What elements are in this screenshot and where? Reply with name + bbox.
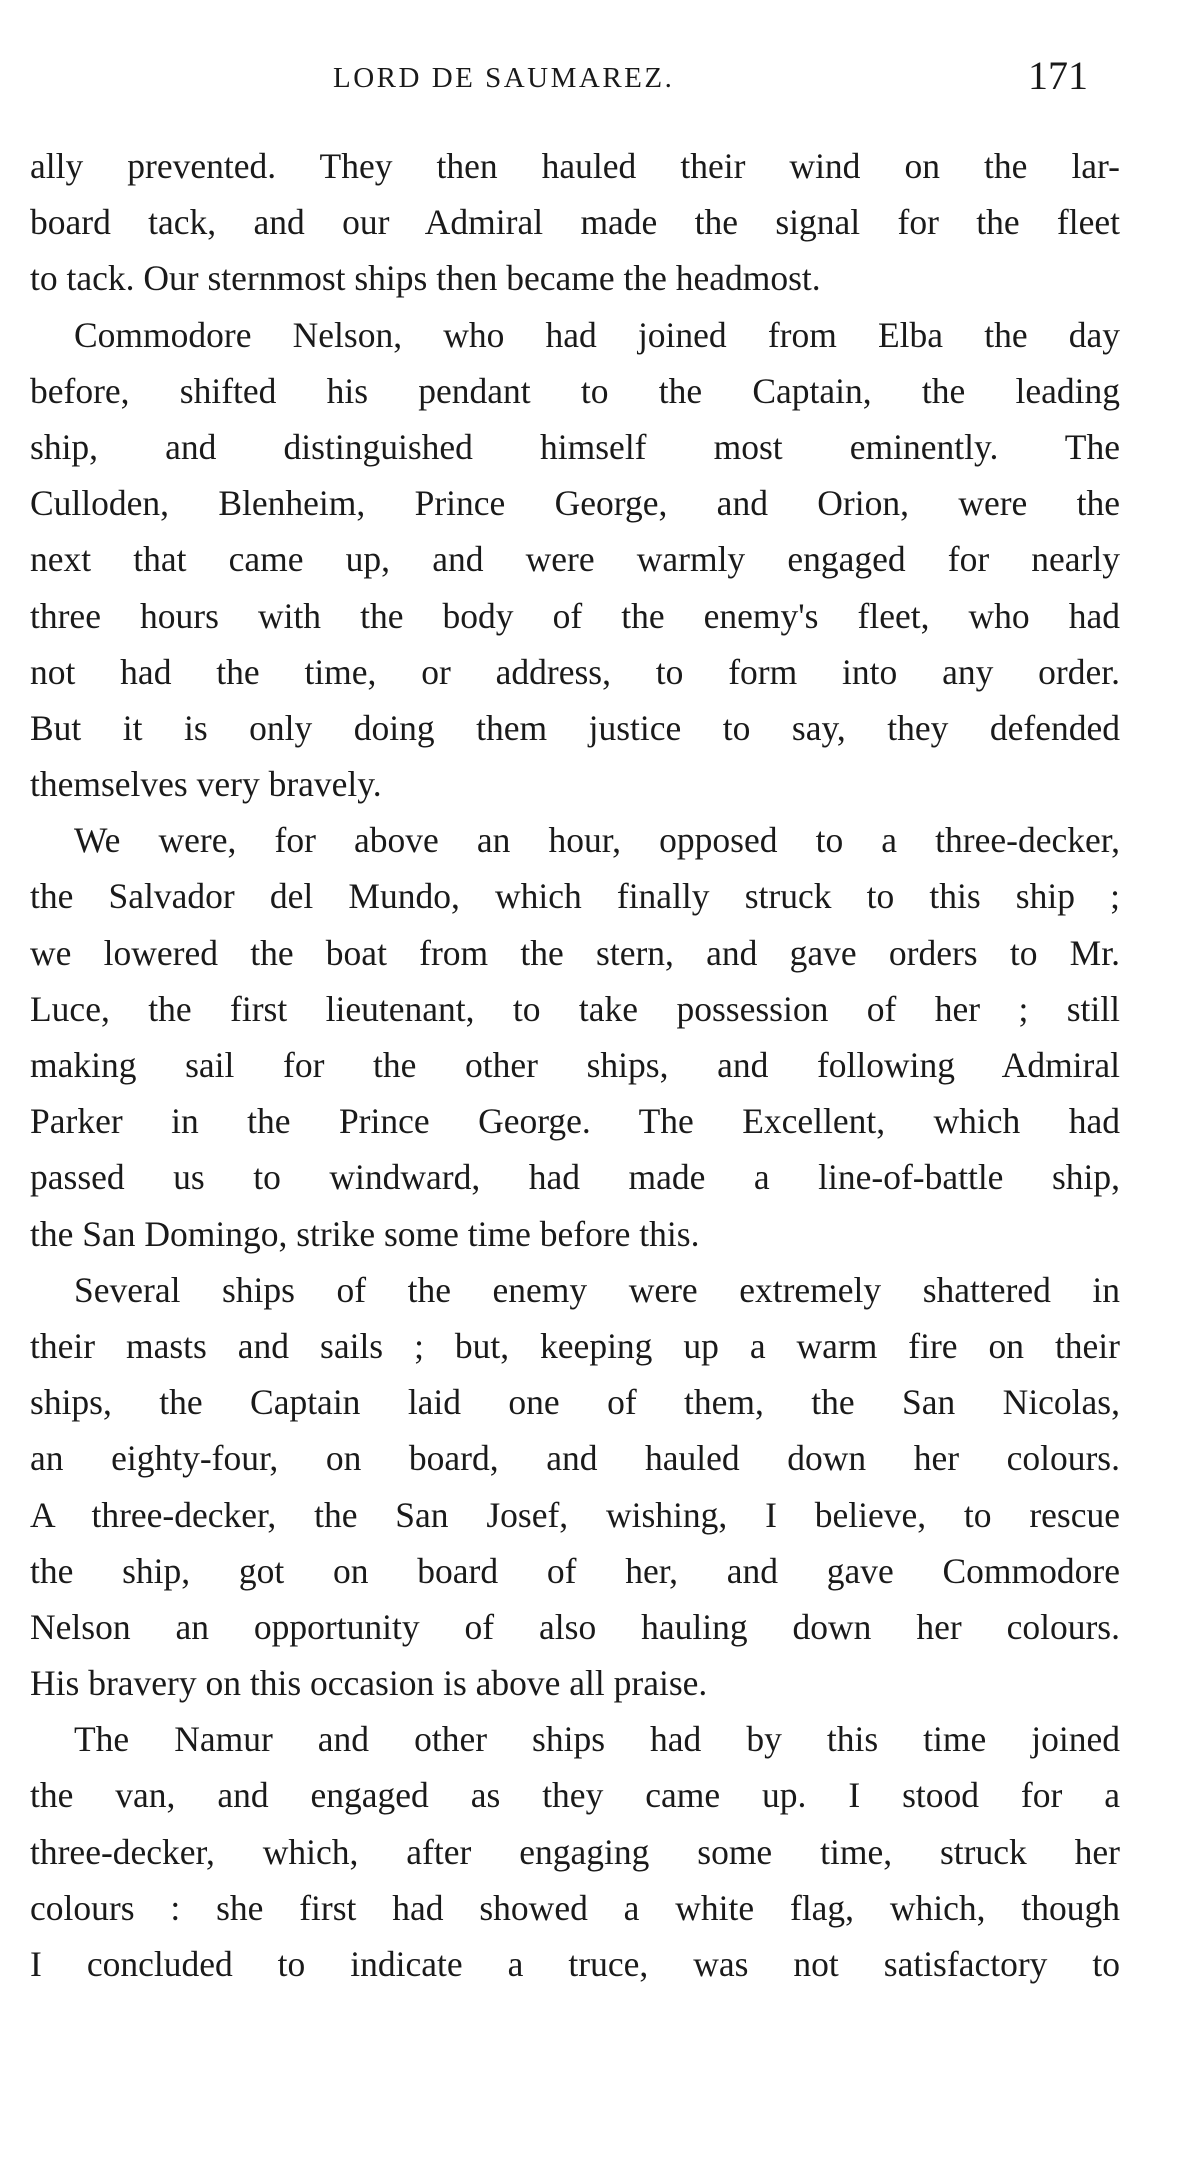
text-line: ship, and distinguished himself most eminently. The [30,426,1120,467]
text-line: We were, for above an hour, opposed to a three-decker, [74,820,1120,861]
running-head [0,52,1204,108]
text-line: passed us to windward, had made a line-of-battle ship, [30,1157,1120,1198]
text-line: an eighty-four, on board, and hauled down her colours. [30,1438,1120,1479]
text-line: before, shifted his pendant to the Captain, the leading [30,370,1120,411]
text-line: three hours with the body of the enemy's fleet, who had [30,595,1120,636]
text-line: His bravery on this occasion is above all praise. [30,1663,708,1704]
text-line: ships, the Captain laid one of them, the San Nicolas, [30,1382,1120,1423]
paragraph-4 [30,1262,1120,1712]
text-line: three-decker, which, after engaging some time, struck her [30,1831,1120,1872]
text-line: The Namur and other ships had by this time joined [74,1719,1120,1760]
page-number: 171 [1028,53,1088,98]
paragraph-2 [30,307,1120,813]
text-line: next that came up, and were warmly engaged for nearly [30,539,1120,580]
text-line: we lowered the boat from the stern, and gave orders to Mr. [30,932,1120,973]
text-line: the San Domingo, strike some time before this. [30,1213,700,1254]
text-line: Nelson an opportunity of also hauling down her colours. [30,1606,1120,1647]
running-title: LORD DE SAUMAREZ. [333,62,675,94]
paragraph-3 [30,812,1120,1262]
text-line: not had the time, or address, to form into any order. [30,651,1120,692]
text-line: Luce, the first lieutenant, to take possession of her ; still [30,988,1120,1029]
text-line: Culloden, Blenheim, Prince George, and Orion, were the [30,483,1120,524]
text-line: Parker in the Prince George. The Excellent, which had [30,1101,1120,1142]
text-line: But it is only doing them justice to say, they defended [30,707,1120,748]
paragraph-1 [30,138,1120,307]
text-line: their masts and sails ; but, keeping up a warm fire on their [30,1325,1120,1366]
text-line: Commodore Nelson, who had joined from Elba the day [74,314,1120,355]
text-line: colours : she first had showed a white flag, which, though [30,1887,1120,1928]
text-line: board tack, and our Admiral made the signal for the fleet [30,202,1120,243]
text-line: making sail for the other ships, and following Admiral [30,1045,1120,1085]
text-line: the van, and engaged as they came up. I stood for a [30,1775,1120,1816]
text-line: ally prevented. They then hauled their wind on the lar- [30,146,1120,186]
text-line: A three-decker, the San Josef, wishing, I believe, to rescue [30,1494,1120,1535]
text-line: the ship, got on board of her, and gave Commodore [30,1550,1120,1591]
text-line: to tack. Our sternmost ships then became the headmost. [30,258,821,299]
body-text [30,138,1120,1992]
text-line: the Salvador del Mundo, which finally struck to this ship ; [30,876,1120,917]
paragraph-5 [30,1711,1120,1992]
text-line: themselves very bravely. [30,764,382,805]
text-line: I concluded to indicate a truce, was not satisfactory to [30,1944,1120,1984]
text-line: Several ships of the enemy were extremely shattered in [74,1269,1120,1310]
